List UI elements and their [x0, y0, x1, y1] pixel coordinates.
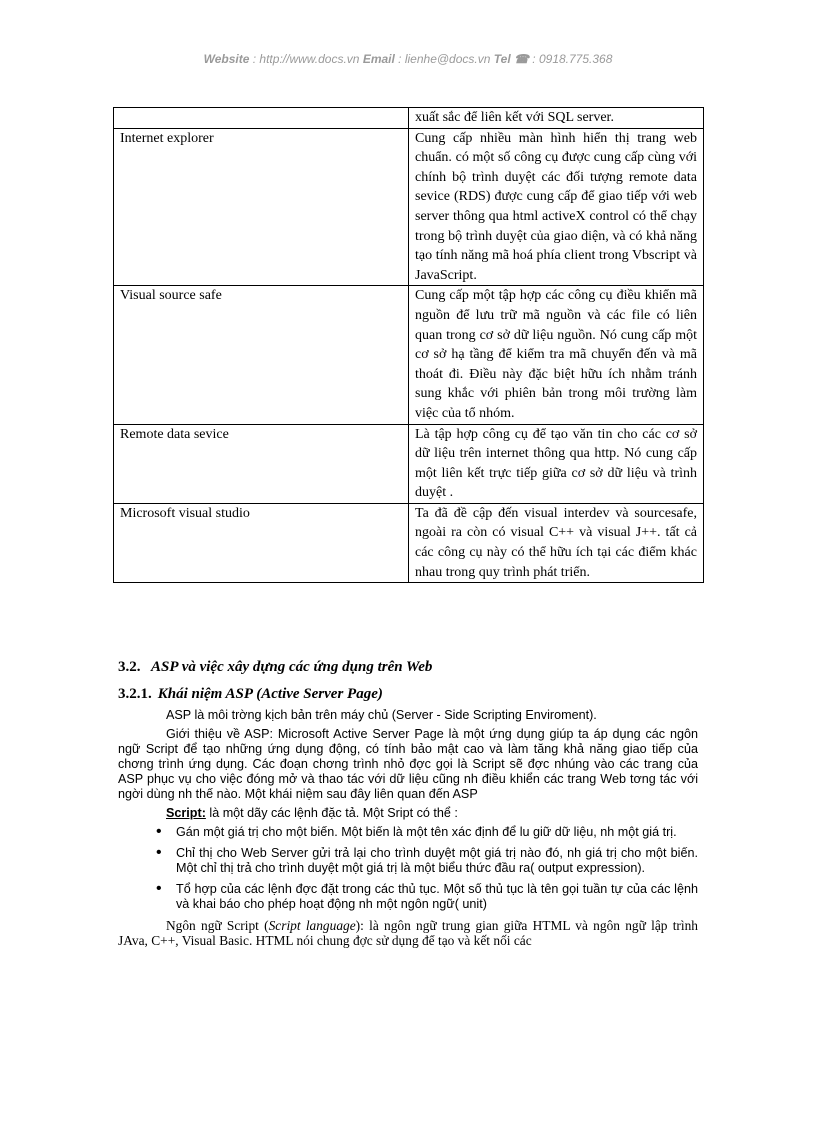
page-header: [0, 52, 816, 66]
script-definition: là một dãy các lệnh đặc tả. Một Sript có thể :: [205, 806, 458, 820]
list-item: • Chỉ thị cho Web Server gửi trả lại cho trình duyệt một giá trị nào đó, nh giá trị cho một biến. Một chỉ thị trả cho trình duyệt một giá trị là một biểu thức đầu ra( output expression).: [176, 846, 698, 876]
table-cell-tool: Internet explorer: [114, 128, 409, 286]
script-language-lead: Ngôn ngữ Script (: [166, 918, 269, 933]
table-row: [114, 424, 704, 503]
table-cell-description: Cung cấp nhiều màn hình hiển thị trang web chuẩn. có một số công cụ được cung cấp cùng với chính bộ trình duyệt các đối tượng remote data sevice (RDS) được cung cấp để giao tiếp với web server thông qua html activeX control có thể chạy trong bộ trình duyệt của giao diện, và có khả năng tạo tính năng mã hoá phía client trong Vbscript và JavaScript.: [409, 128, 704, 286]
table-cell-description: Ta đã đề cập đến visual interdev và sourcesafe, ngoài ra còn có visual C++ và visual J++. tất cả các công cụ này có thể hữu ích tại các điểm khác nhau trong quy trình phát triển.: [409, 503, 704, 582]
section-heading: [118, 660, 698, 675]
email-label: Email: [362, 52, 395, 66]
table-cell-tool: Microsoft visual studio: [114, 503, 409, 582]
table-cell-tool: [114, 108, 409, 129]
script-language-body: ): là ngôn ngữ trung gian giữa HTML và ngôn ngữ lập trình JAva, C++, Visual Basic. HTML nói chung đợc sử dụng để tạo và kết nối các: [118, 918, 698, 948]
website-label: Website: [203, 52, 250, 66]
script-capabilities-list: [118, 825, 698, 912]
tel-number: : 0918.775.368: [528, 52, 613, 66]
phone-icon: ☎: [514, 52, 529, 66]
paragraph-script-language: [118, 918, 698, 948]
subsection-number: 3.2.1.: [118, 686, 152, 702]
tel-label: Tel: [493, 52, 511, 66]
table-row: [114, 128, 704, 286]
paragraph-asp-intro: Giới thiệu về ASP: Microsoft Active Server Page là một ứng dụng giúp ta áp dụng các ngôn ngữ Script để tạo những ứng dụng động, có tính bảo mật cao và làm tăng khả năng giao tiếp của chơng trình ứng dụng. Các đoạn chơng trình nhỏ đợc gọi là Script sẽ đợc nhúng vào các trang của ASP phục vụ cho việc đóng mở và thao tác với dữ liệu cũng nh điều khiển các trang Web tơng tác với ngời dùng nh thế nào. Một khái niệm sau đây liên quan đến ASP: [118, 727, 698, 801]
website-url[interactable]: http://www.docs.vn: [259, 52, 360, 66]
website-separator: :: [249, 52, 260, 66]
tools-table: [113, 107, 704, 583]
section-number: 3.2.: [118, 659, 141, 675]
script-term: Script:: [166, 806, 206, 820]
list-item: • Tổ hợp của các lệnh đợc đặt trong các thủ tục. Một số thủ tục là tên gọi tuần tự của các lệnh và khai báo cho phép hoạt động nh một ngôn ngữ( unit): [176, 882, 698, 912]
section-title: ASP và việc xây dựng các ứng dụng trên Web: [151, 659, 433, 675]
table-cell-description: Là tập hợp công cụ để tạo văn tin cho các cơ sở dữ liệu trên internet thông qua http. Nó cung cấp một liên kết trực tiếp giữa cơ sở dữ liệu và trình duyệt .: [409, 424, 704, 503]
subsection-heading: [118, 687, 698, 702]
table-row: [114, 503, 704, 582]
table-cell-description: xuất sắc để liên kết với SQL server.: [409, 108, 704, 129]
main-content: [118, 660, 698, 952]
table-row: [114, 286, 704, 424]
table-cell-tool: Visual source safe: [114, 286, 409, 424]
paragraph-asp-definition: ASP là môi trờng kịch bản trên máy chủ (Server - Side Scripting Enviroment).: [166, 708, 597, 722]
subsection-title: Khái niệm ASP (Active Server Page): [157, 686, 383, 702]
script-language-term: Script language: [268, 918, 356, 933]
email-separator: :: [394, 52, 405, 66]
table-cell-description: Cung cấp một tập hợp các công cụ điều khiển mã nguồn để lưu trữ mã nguồn và các file có liên quan trong cơ sở dữ liệu nguồn. Nó cung cấp một cơ sở hạ tầng để kiểm tra mã chuyển đến và mã thoát đi. Điều này đặc biệt hữu ích nhằm tránh sung khắc với phiên bản trong môi trường làm việc của tổ nhóm.: [409, 286, 704, 424]
table-row: [114, 108, 704, 129]
list-item: • Gán một giá trị cho một biến. Một biến là một tên xác định để lu giữ dữ liệu, nh một giá trị.: [176, 825, 698, 840]
email-address[interactable]: lienhe@docs.vn: [404, 52, 491, 66]
paragraph-script: [118, 806, 698, 821]
table-cell-tool: Remote data sevice: [114, 424, 409, 503]
